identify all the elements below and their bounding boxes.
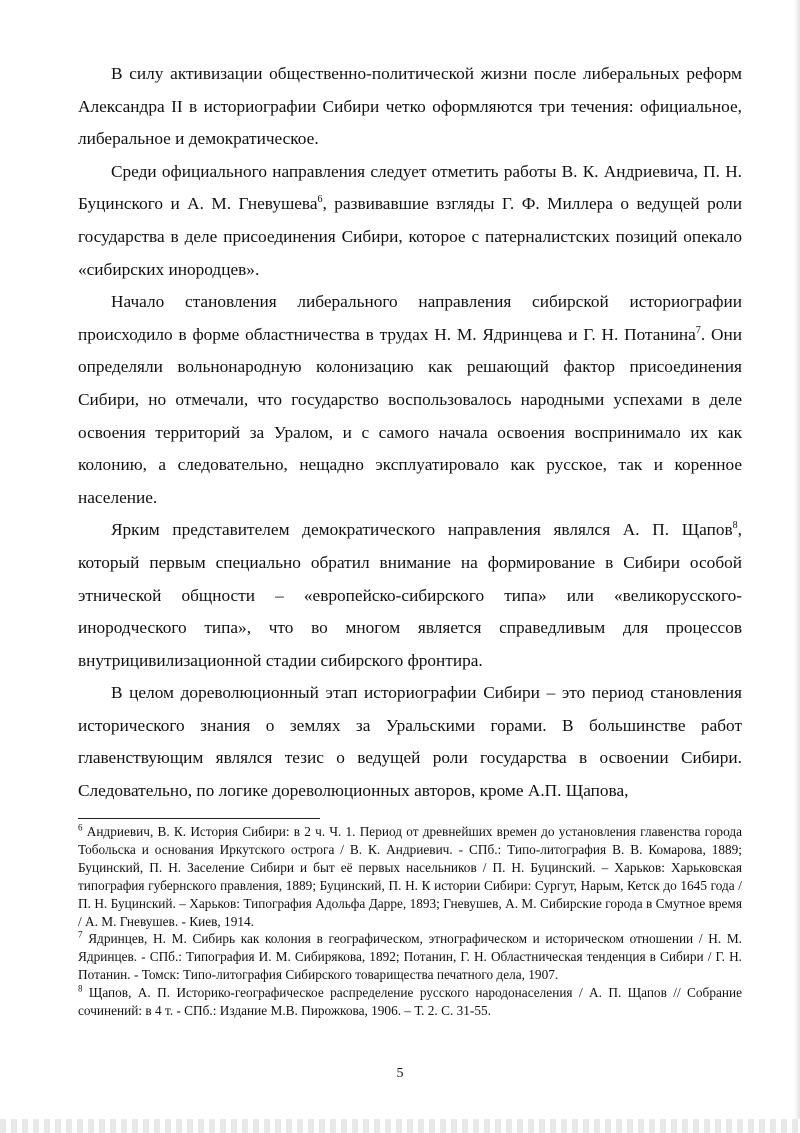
paragraph-text: Начало становления либерального направления сибирской историографии происходило в форме областничества в трудах Н. М. Ядринцева и Г. Н. Потанина	[78, 292, 742, 344]
footnote-number: 7	[78, 930, 83, 941]
footnote-number: 8	[78, 983, 83, 994]
paragraph-text-tail: , развивавшие взгляды Г. Ф. Миллера о ведущей роли государства в деле присоединения Сибири, которое с патерналистских позиций опекало «сибирских инородцев».	[78, 194, 742, 279]
footnote-separator	[78, 818, 320, 819]
footnote	[78, 823, 742, 930]
paragraph-text: В силу активизации общественно-политической жизни после либеральных реформ Александра II в историографии Сибири четко оформляются три течения: официальное, либеральное и демократическое.	[78, 64, 742, 149]
paragraph	[78, 286, 742, 514]
paragraph	[78, 514, 742, 677]
page-number: 5	[396, 1066, 404, 1081]
footnote-ref[interactable]: 8	[732, 520, 738, 532]
footnote-number: 6	[78, 822, 83, 833]
paragraph	[78, 156, 742, 286]
paragraph-text-tail: , который первым специально обратил внимание на формирование в Сибири особой этнической общности – «европейско-сибирского типа» или «великорусского-инородческого типа», что во многом является справедливым для процессов внутрицивилизационной стадии сибирского фронтира.	[78, 520, 742, 670]
footnote	[78, 984, 742, 1020]
scan-artifact-strip	[0, 1119, 800, 1133]
paragraph	[78, 677, 742, 807]
paragraph-text: Среди официального направления следует отметить работы В. К. Андриевича, П. Н. Буцинского и А. М. Гневушева	[78, 161, 742, 214]
footnote-text: Ядринцев, Н. М. Сибирь как колония в географическом, этнографическом и историческом отношении / Н. М. Ядринцев. - СПб.: Типография И. М. Сибирякова, 1892; Потанин, Г. Н. Областническая тенденция в Сибири / Г. Н. Потанин. - Томск: Типо-литография Сибирского товарищества печатного дела, 1907.	[78, 931, 742, 983]
footnote-text: Андриевич, В. К. История Сибири: в 2 ч. Ч. 1. Период от древнейших времен до установления главенства города Тобольска и основания Иркутского острога / В. К. Андриевич. - СПб.: Типо-литография В. В. Комарова, 1889; Буцинский, П. Н. Заселение Сибири и быт её первых насельников / П. Н. Буцинский. – Харьков: Харьковская типография губернского правления, 1889; Буцинский, П. Н. К истории Сибири: Сургут, Нарым, Кетск до 1645 года / П. Н. Буцинский. – Харьков: Типография Адольфа Дарре, 1893; Гневушев, А. М. Сибирские города в Смутное время / А. М. Гневушев. - Киев, 1914.	[78, 824, 742, 929]
footnote	[78, 930, 742, 984]
paragraph-text-tail: . Они определяли вольнонародную колонизацию как решающий фактор присоединения Сибири, но отмечали, что государство воспользовалось народными успехами в деле освоения территорий за Уралом, и с самого начала освоения воспринимало их как колонию, а следовательно, нещадно эксплуатировало как русское, так и коренное население.	[78, 324, 742, 507]
scan-edge-shadow	[794, 0, 800, 1133]
footnote-text: Щапов, А. П. Историко-географическое распределение русского народонаселения / А. П. Щапов // Собрание сочинений: в 4 т. - СПб.: Издание М.В. Пирожкова, 1906. – Т. 2. С. 31-55.	[78, 985, 743, 1019]
footnotes	[78, 823, 742, 1020]
footnote-ref[interactable]: 7	[695, 324, 701, 336]
paragraph	[78, 58, 742, 156]
paragraph-text: Ярким представителем демократического направления являлся А. П. Щапов	[111, 520, 733, 540]
paragraph-text: В целом дореволюционный этап историографии Сибири – это период становления исторического знания о землях за Уральскими горами. В большинстве работ главенствующим являлся тезис о ведущей роли государства в освоении Сибири. Следовательно, по логике дореволюционных авторов, кроме А.П. Щапова,	[78, 683, 742, 801]
footnote-ref[interactable]: 6	[317, 194, 323, 206]
body-text	[78, 58, 742, 808]
